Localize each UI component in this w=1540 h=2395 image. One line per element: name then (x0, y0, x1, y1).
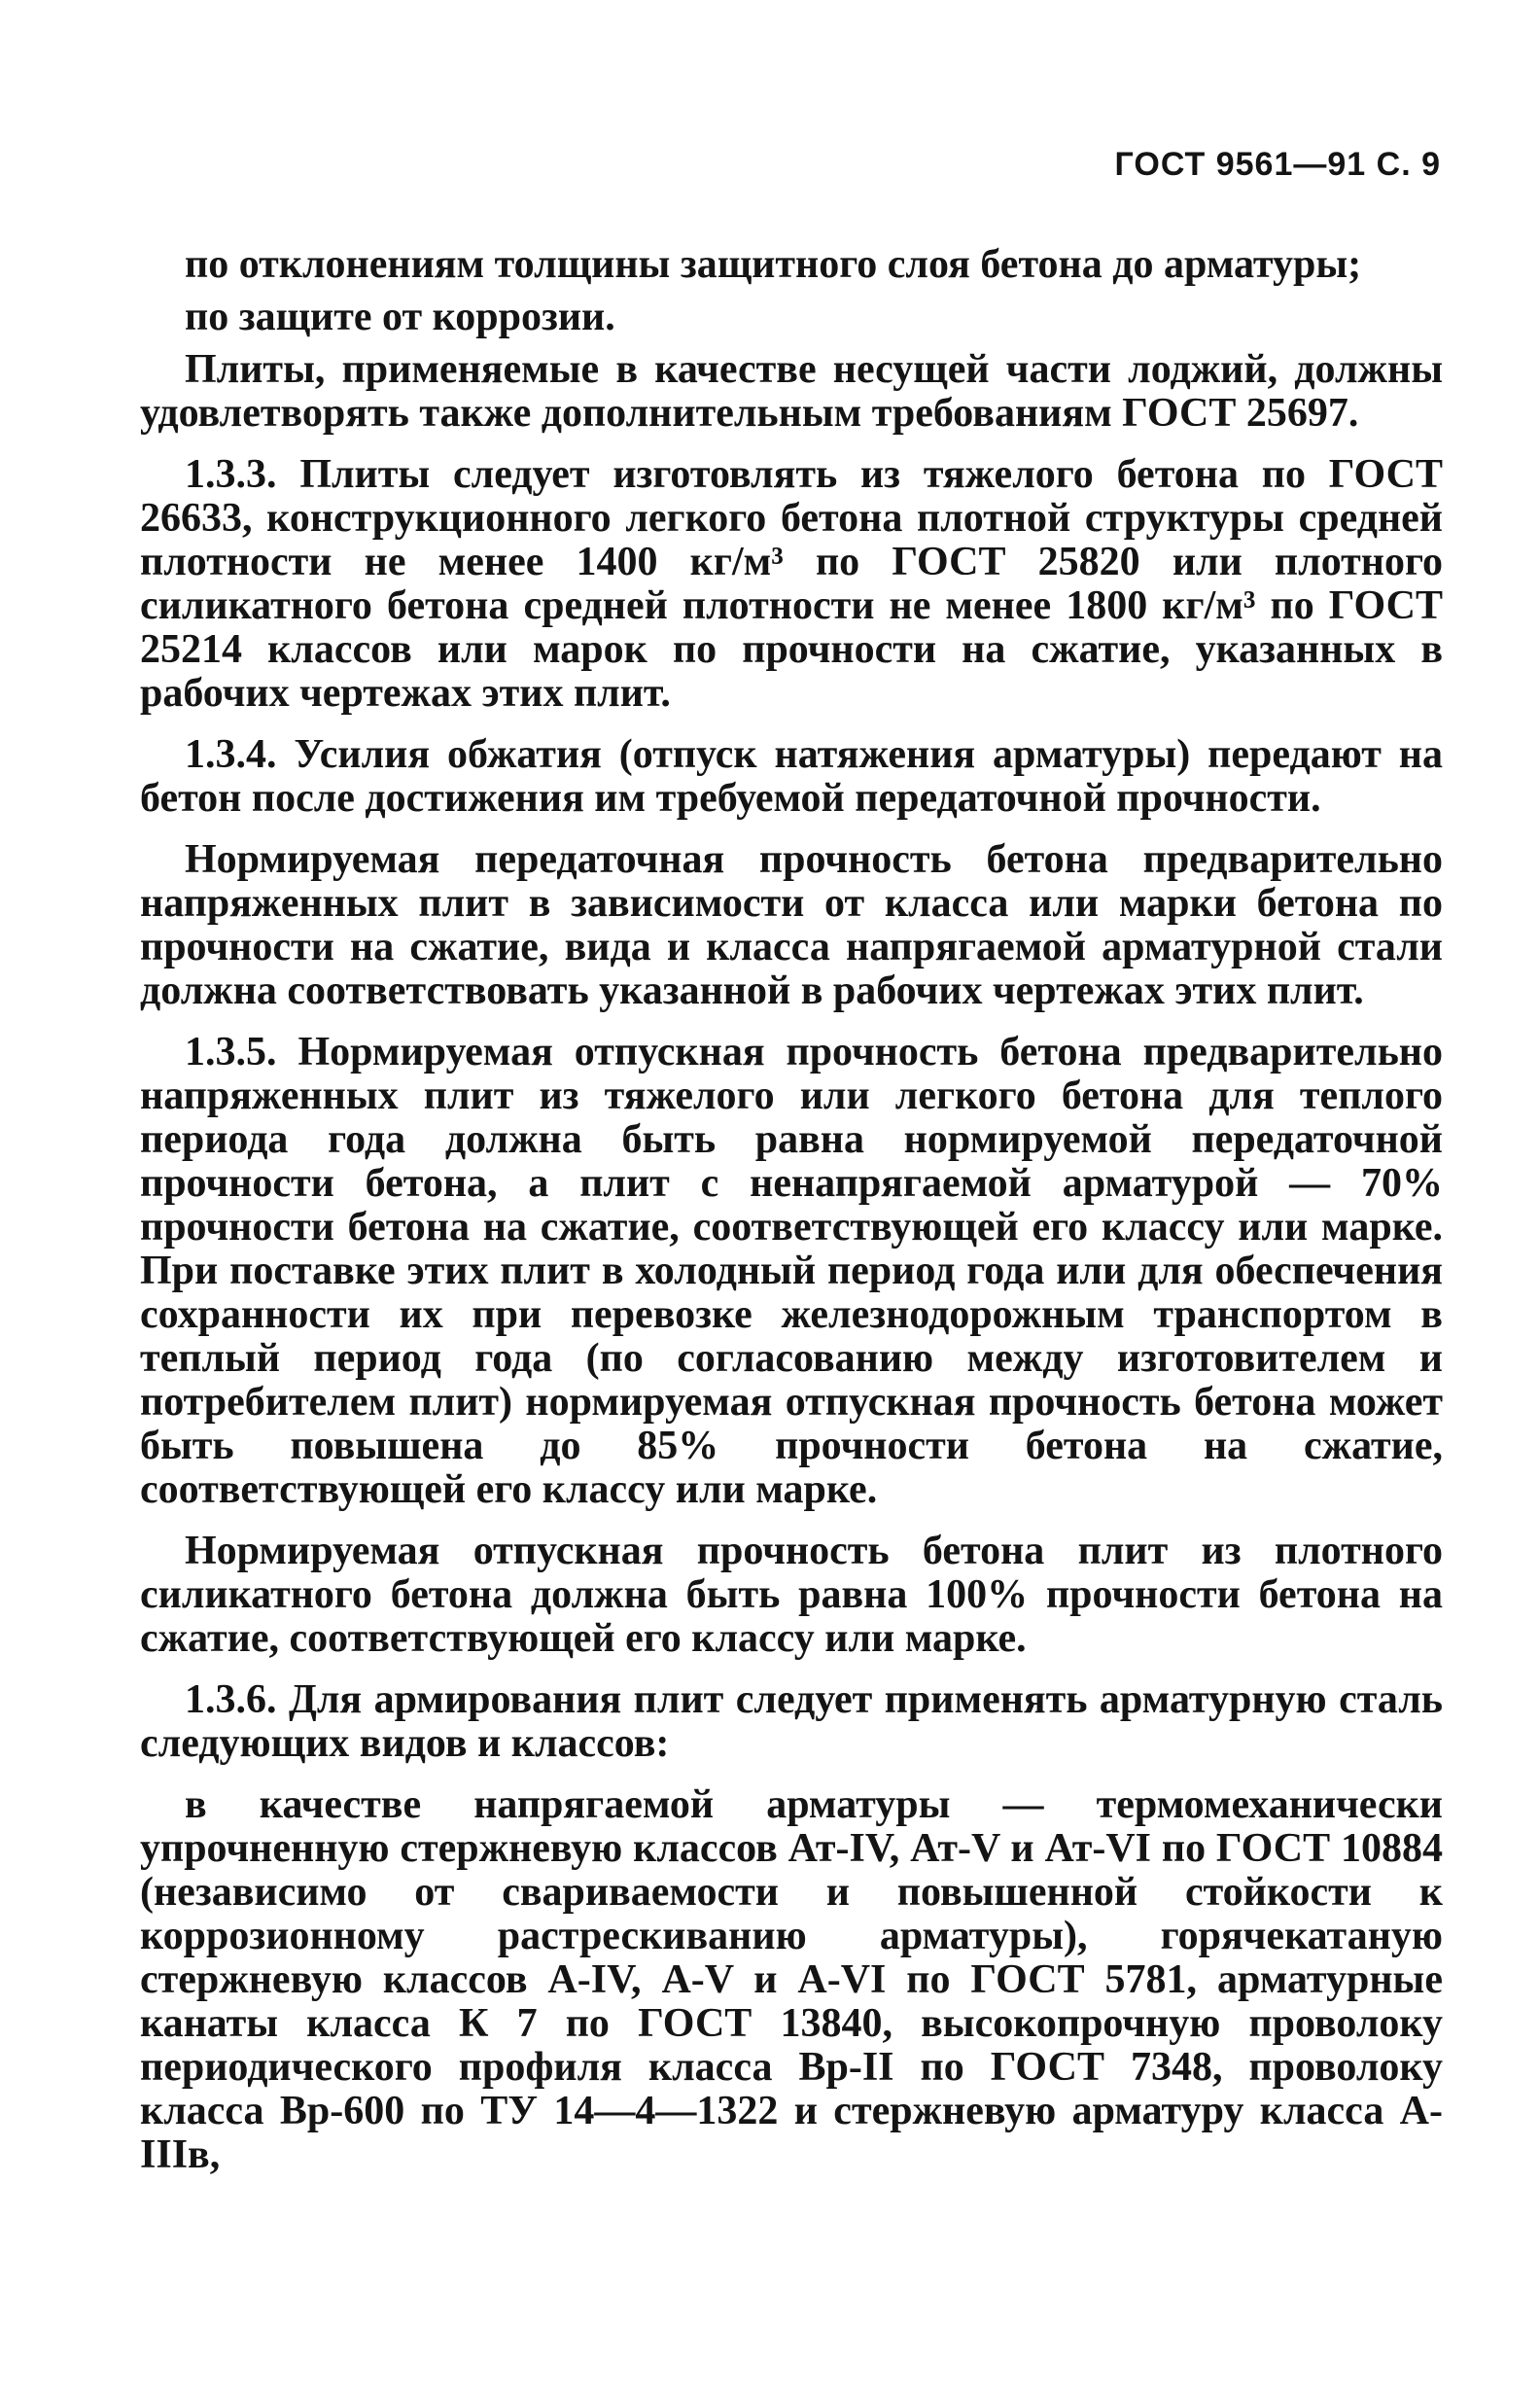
paragraph-3: Плиты, применяемые в качестве несущей части лоджий, должны удовлетворять также дополнительным требованиям ГОСТ 25697. (140, 347, 1443, 436)
running-head: ГОСТ 9561—91 С. 9 (1114, 146, 1441, 183)
paragraph-7: 1.3.5. Нормируемая отпускная прочность бетона предварительно напряженных плит из тяжелого или легкого бетона для теплого периода года должна быть равна нормируемой передаточной прочности бетона, а плит с ненапрягаемой арматурой — 70% прочности бетона на сжатие, соответствующей его классу или марке. При поставке этих плит в холодный период года или для обеспечения сохранности их при перевозке железнодорожным транспортом в теплый период года (по согласованию между изготовителем и потребителем плит) нормируемая отпускная прочность бетона может быть повышена до 85% прочности бетона на сжатие, соответствующей его классу или марке. (140, 1030, 1443, 1512)
paragraph-5: 1.3.4. Усилия обжатия (отпуск натяжения арматуры) передают на бетон после достижения им требуемой передаточной прочности. (140, 732, 1443, 821)
paragraph-4: 1.3.3. Плиты следует изготовлять из тяжелого бетона по ГОСТ 26633, конструкционного легкого бетона плотной структуры средней плотности не менее 1400 кг/м³ по ГОСТ 25820 или плотного силикатного бетона средней плотности не менее 1800 кг/м³ по ГОСТ 25214 классов или марок по прочности на сжатие, указанных в рабочих чертежах этих плит. (140, 452, 1443, 716)
paragraph-9: 1.3.6. Для армирования плит следует применять арматурную сталь следующих видов и классов: (140, 1677, 1443, 1766)
paragraph-2: по защите от коррозии. (185, 295, 615, 339)
paragraph-6: Нормируемая передаточная прочность бетона предварительно напряженных плит в зависимости от класса или марки бетона по прочности на сжатие, вида и класса напрягаемой арматурной стали должна соответствовать указанной в рабочих чертежах этих плит. (140, 837, 1443, 1013)
body-text (140, 243, 1443, 2186)
paragraph-8: Нормируемая отпускная прочность бетона плит из плотного силикатного бетона должна быть равна 100% прочности бетона на сжатие, соответствующей его классу или марке. (140, 1529, 1443, 1661)
paragraph-1: по отклонениям толщины защитного слоя бетона до арматуры; (185, 242, 1362, 287)
paragraph-10: в качестве напрягаемой арматуры — термомеханически упрочненную стержневую классов Ат-IV, Ат-V и Ат-VI по ГОСТ 10884 (независимо от свариваемости и повышенной стойкости к коррозионному растрескиванию арматуры), горячекатаную стержневую классов А-IV, А-V и А-VI по ГОСТ 5781, арматурные канаты класса К 7 по ГОСТ 13840, высокопрочную проволоку периодического профиля класса Вр-II по ГОСТ 7348, проволоку класса Вр-600 по ТУ 14—4—1322 и стержневую арматуру класса А-IIIв, (140, 1782, 1443, 2177)
